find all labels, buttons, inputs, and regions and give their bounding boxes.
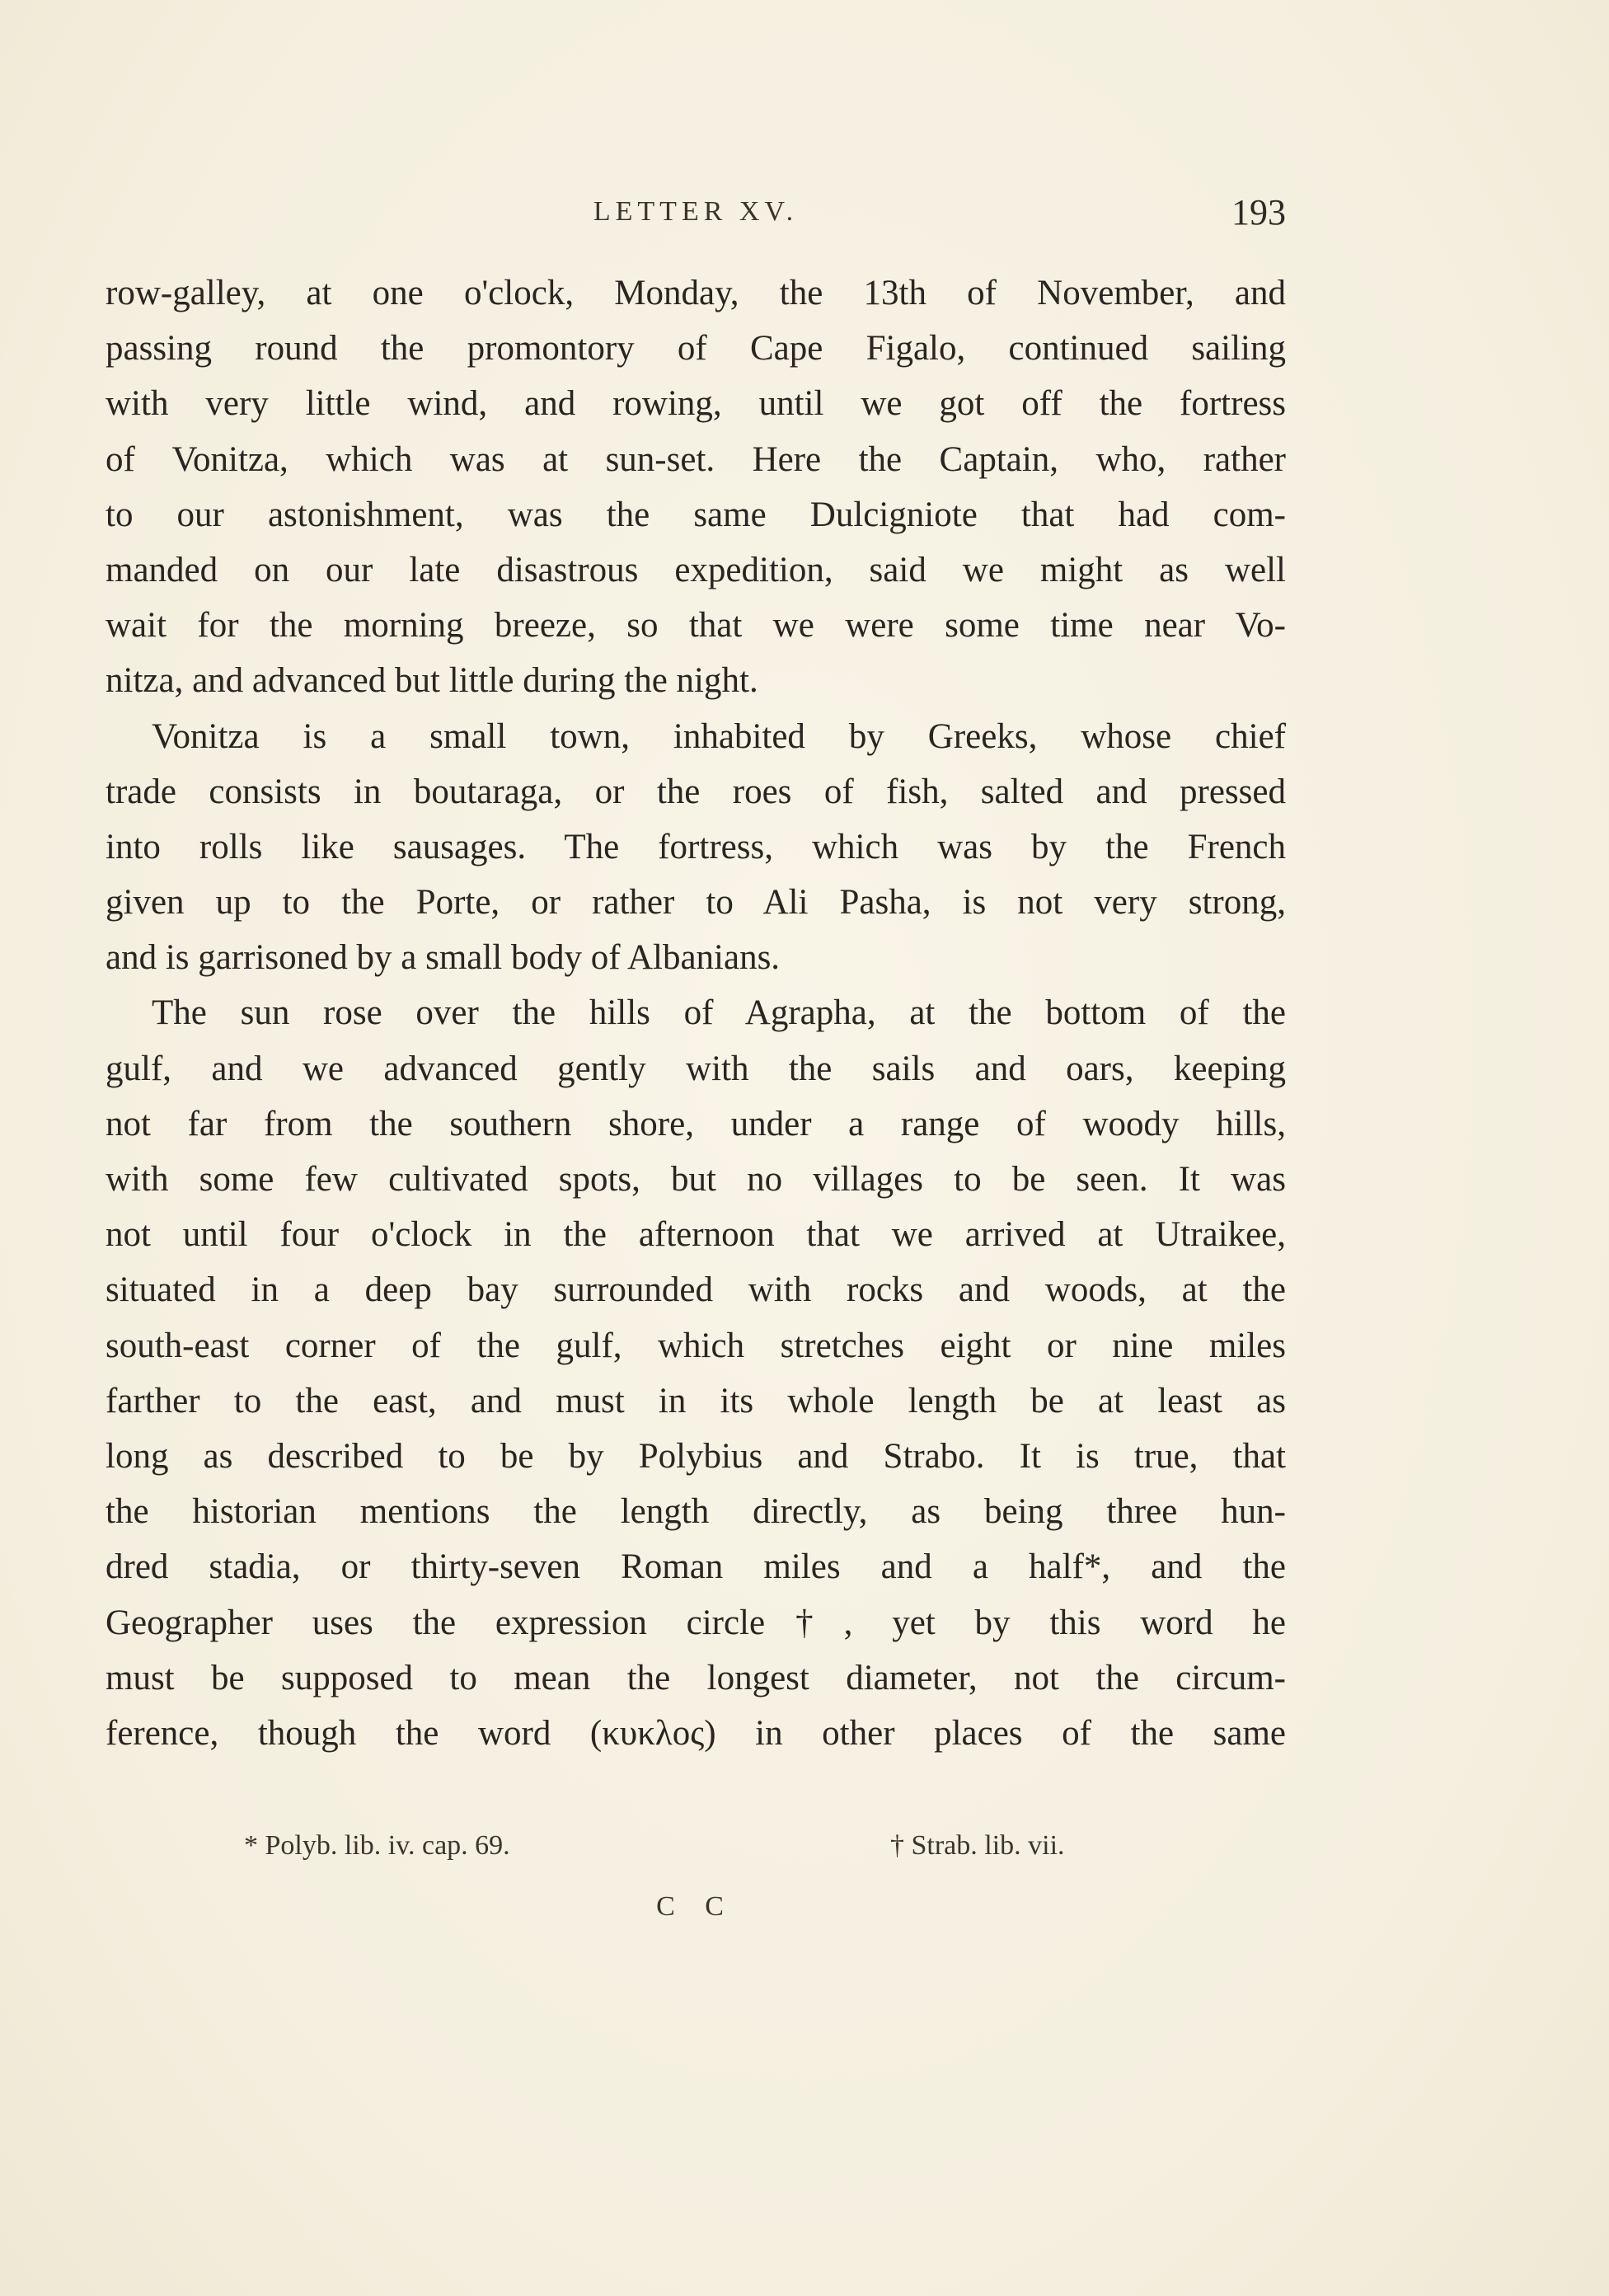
text-line: not until four o'clock in the afternoon that we arrived at Utraikee, (106, 1215, 1286, 1255)
text-line: manded on our late disastrous expedition, said we might as well (106, 550, 1286, 589)
text-line: passing round the promontory of Cape Figalo, continued sailing (106, 329, 1286, 369)
text-line: wait for the morning breeze, so that we were some time near Vo- (106, 606, 1286, 646)
text-line-paragraph-start: Vonitza is a small town, inhabited by Greeks, whose chief (152, 716, 1286, 756)
text-line: situated in a deep bay surrounded with rocks and woods, at the (106, 1270, 1286, 1310)
text-line: gulf, and we advanced gently with the sails and oars, keeping (106, 1049, 1286, 1088)
text-line: the historian mentions the length directly, as being three hun- (106, 1492, 1286, 1532)
text-line: of Vonitza, which was at sun-set. Here the Captain, who, rather (106, 439, 1286, 479)
page-number: 193 (1231, 192, 1286, 232)
text-line: to our astonishment, was the same Dulcigniote that had com- (106, 495, 1286, 534)
text-line: south-east corner of the gulf, which stretches eight or nine miles (106, 1326, 1286, 1365)
text-line: and is garrisoned by a small body of Albanians. (106, 938, 781, 978)
text-line: nitza, and advanced but little during the night. (106, 661, 758, 701)
text-line: row-galley, at one o'clock, Monday, the 13th of November, and (106, 274, 1286, 312)
footnote-strabo: † Strab. lib. vii. (890, 1830, 1065, 1861)
text-line-paragraph-start: The sun rose over the hills of Agrapha, at the bottom of the (152, 993, 1286, 1033)
text-line: Geographer uses the expression circle†, yet by this word he (106, 1603, 1286, 1642)
text-line: long as described to be by Polybius and Strabo. It is true, that (106, 1436, 1286, 1476)
running-head: LETTER XV. (593, 196, 799, 227)
text-line: with some few cultivated spots, but no villages to be seen. It was (106, 1160, 1286, 1199)
text-line: trade consists in boutaraga, or the roes of fish, salted and pressed (106, 772, 1286, 811)
text-line: must be supposed to mean the longest diameter, not the circum- (106, 1658, 1286, 1697)
body-text (106, 265, 1286, 1761)
signature-mark: C C (656, 1891, 735, 1922)
text-line: into rolls like sausages. The fortress, which was by the French (106, 827, 1286, 866)
text-line: farther to the east, and must in its whole length be at least as (106, 1381, 1286, 1420)
text-line: not far from the southern shore, under a range of woody hills, (106, 1104, 1286, 1143)
footnotes (106, 1830, 1286, 1880)
page-header (106, 191, 1286, 241)
footnote-polybius: * Polyb. lib. iv. cap. 69. (244, 1830, 510, 1861)
text-line: with very little wind, and rowing, until we got off the fortress (106, 384, 1286, 424)
text-line: ference, though the word (κυκλος) in other places of the same (106, 1713, 1286, 1753)
text-line: given up to the Porte, or rather to Ali Pasha, is not very strong, (106, 883, 1286, 923)
text-line: dred stadia, or thirty-seven Roman miles and a half*, and the (106, 1547, 1286, 1587)
